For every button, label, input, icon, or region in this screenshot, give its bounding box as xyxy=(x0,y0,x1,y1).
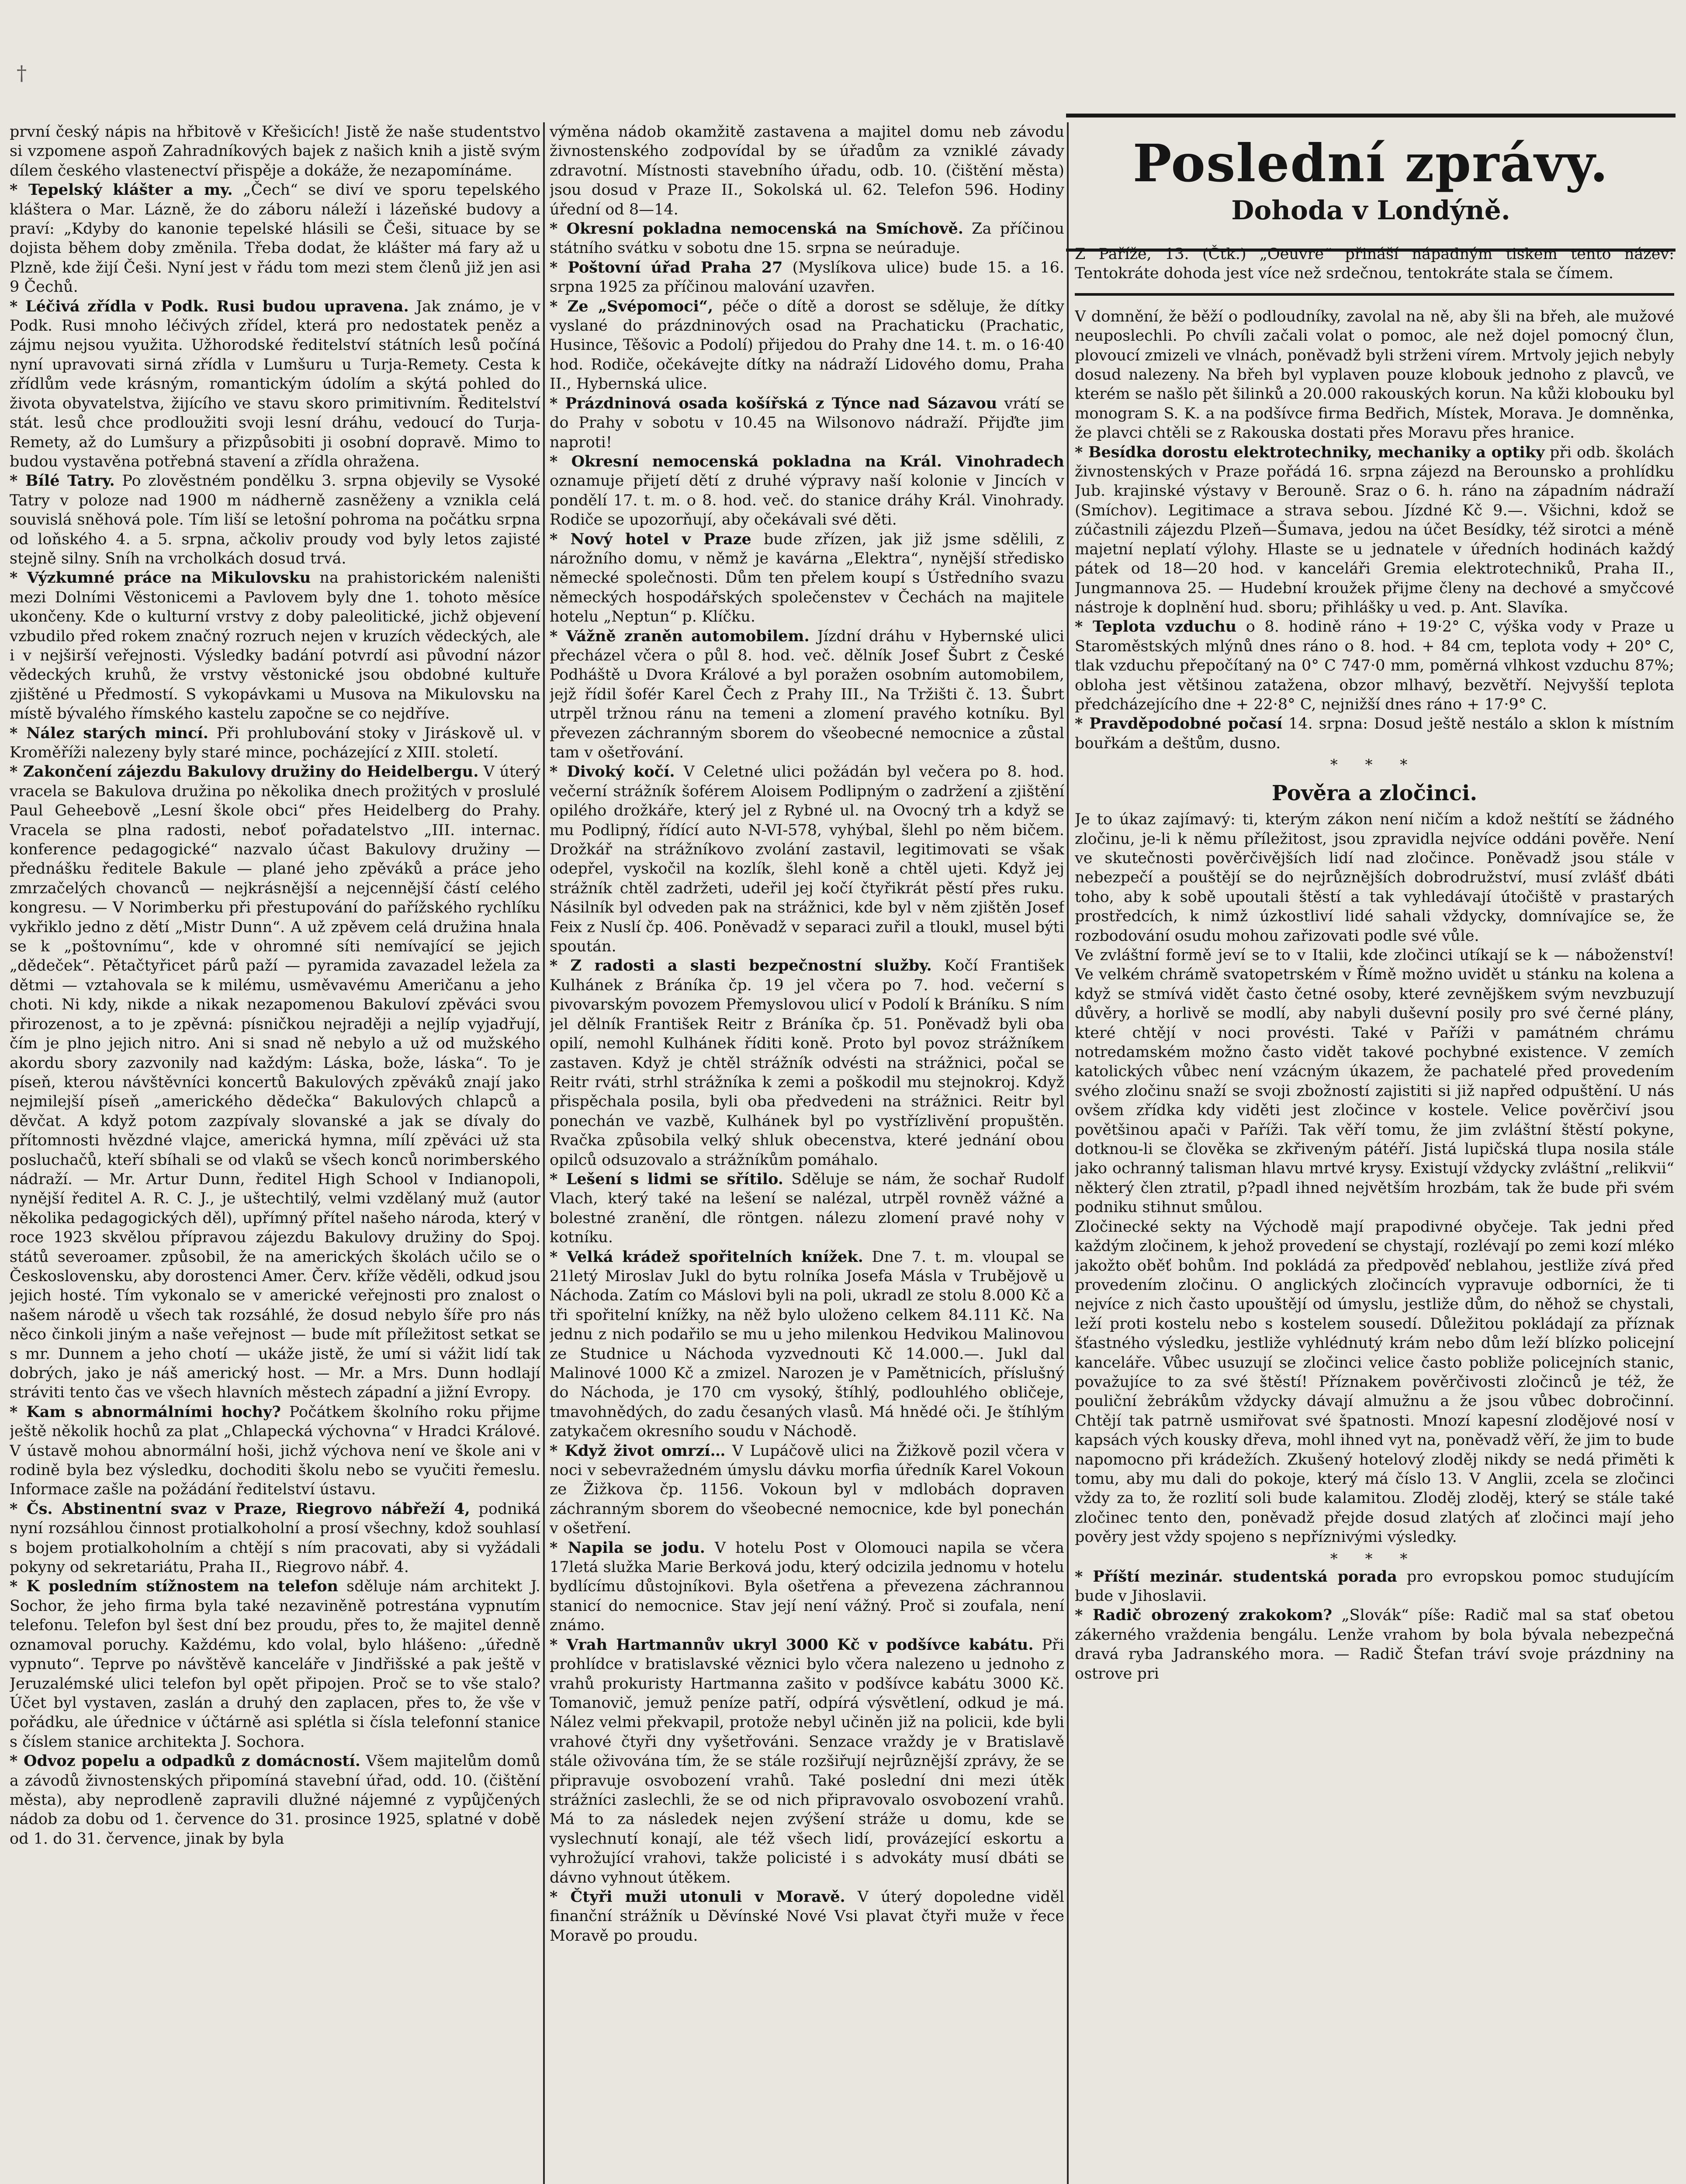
news-item xyxy=(1075,810,1674,946)
news-item-heading: * Čs. Abstinentní svaz v Praze, Riegrovo nábřeží 4, xyxy=(10,1500,470,1518)
news-item-heading: * Lešení s lidmi se sřítilo. xyxy=(550,1170,783,1188)
news-item-text: podniká nyní rozsáhlou činnost protialkoholní a prosí všechny, kdož souhlasí s bojem protialkoholním a chtějí s ním pracovati, aby si vyžádali pokyny od sekretariátu, Praha II., Riegrovo nábř. 4. xyxy=(10,1500,540,1576)
masthead-title: Poslední zprávy. xyxy=(1132,133,1609,194)
news-item xyxy=(550,1170,1064,1248)
news-item xyxy=(10,1577,540,1752)
news-item-heading: * Besídka dorostu elektrotechniky, mechaniky a optiky xyxy=(1075,443,1545,461)
news-item-heading: * Léčivá zřídla v Podk. Rusi budou upravena. xyxy=(10,297,409,315)
news-item-text: V úterý dopoledne viděl finanční strážník u Děvínské Nové Vsi plavat čtyři muže v řece Moravě po proudu. xyxy=(550,1888,1064,1945)
news-item xyxy=(550,1248,1064,1441)
news-item-heading: * Okresní pokladna nemocenská na Smíchově. xyxy=(550,220,963,238)
column-divider xyxy=(1067,122,1069,2184)
news-item-text: na prahistorickém naleništi mezi Dolními Věstonicemi a Pavlovem byly dne 1. tohoto měsíce ukončeny. Kde o kulturní vrstvy z doby paleolitické, jichž objevení vzbudilo před rokem značný rozruch nejen v kruzích vědeckých, ale i v nejširší veřejnosti. Výsledky badání potvrdí asi původní názor vědeckých kruhů, že vrstvy věstonické jsou obdobné kultuře zjištěné u Předmostí. S vykopávkami u Musova na Mikulovsku na místě bývalého římského kastelu započne se co nejdříve. xyxy=(10,569,540,723)
news-item-text: (Myslíkova ulice) bude 15. a 16. srpna 1925 za příčinou malování uzavřen. xyxy=(550,259,1064,296)
news-item xyxy=(10,471,540,568)
column-divider xyxy=(543,122,545,2184)
news-item-heading: * Zakončení zájezdu Bakulovy družiny do Heidelbergu. xyxy=(10,763,479,781)
news-item-text: V úterý vracela se Bakulova družina po několika dnech prožitých v proslulé Paul Geheebově „Lesní škole obci“ přes Heidelberg do Prahy. Vracela se plna radosti, neboť pořadatelstvo „III. internac. konference pedagogické“ nazvalo účast Bakulovy družiny — přednášku ředitele Bakule — plané jeho zpěváků a práce jeho zmrzačelých chovanců — nejkrásnější a nejcennější částí celého kongresu. — V Norimberku při přestupování do pařížského rychlíku vykřiklo jedno z dětí „Mistr Dunn“. A už zpěvem celá družina hnala se k „poštovnímu“, kde v ohromné síti nemívající se jejich „dědeček“. Pětačtyřicet párů paží — pyramida zavazadel ležela za dětmi — vztahovala se k milému, usměvavému Američanu a jeho choti. Ni kdy, nikde a nikak nezapomenou Bakuloví zpěváci svou přirozenost, a to je zpěvná: písničkou nejraději a nejlíp vyjadřují, čím je plno jejich nitro. Ani si snad ně nebylo a už od mužského akordu sbory zazvonily nad každým: Láska, bože, láska“. To je píseň, kterou návštěvníci koncertů Bakulových zpěváků znají jako nejmilejší píseň „amerického dědečka“ Bakulových chlapců a děvčat. A když potom zazpívaly slovanské a jak se dívaly do přítomnosti hvězdné vlajce, americká hymna, mílí zpěváci už sta posluchačů, kteří sbíhali se od vlaků se všech konců norimberského nádraží. — Mr. Artur Dunn, ředitel High School v Indianopoli, nynější ředitel A. R. C. J., je uštechtilý, velmi vzdělaný muž (autor několika pedagogických děl), upřímný přítel našeho národa, který v roce 1923 skvělou přípravou zájezdu Bakulovy družiny do Spoj. států severoamer. způsobil, že na amerických školách učilo se o Československu, aby dorostenci Amer. Červ. kříže věděli, odkud jsou jejich hosté. Tím vykonalo se v americké veřejnosti pro znalost o našem národě u všech tak rozsáhlé, že dosud nebylo šíře pro nás něco činkoli jiným a naše veřejnost — bude mít příležitost setkat se s mr. Dunnem a jeho chotí — ukáže jistě, že umí si vážit lidí tak dobrých, jako je náš americký host. — Mr. a Mrs. Dunn hodlají stráviti tento čas ve všech hlavních městech západní a jižní Evropy. xyxy=(10,763,540,1402)
news-item xyxy=(550,1887,1064,1946)
news-item-text: V Celetné ulici požádán byl večera po 8. hod. večerní strážník šoférem Aloisem Podlipným o zadržení a zjištění opilého drožkáře, který jel z Rybné ul. na Ovocný trh a když se mu Podlipný, řídící auto N-VI-578, vyhýbal, šlehl po něm bičem. Drožkář na strážníkovo zvolání zastavil, legitimovati se však odepřel, vyskočil na kozlík, šlehl koně a chtěl ujeti. Když jej strážník chtěl zadržeti, udeřil jej kočí čtyřikrát pěstí přes ruku. Násilník byl odveden pak na strážnici, kde byl v něm zjištěn Josef Feix z Nuslí čp. 406. Poněvadž v separaci zuřil a tloukl, musel býti spoután. xyxy=(550,763,1064,956)
news-item-text: Za příčinou státního svátku v sobotu dne 15. srpna se neúraduje. xyxy=(550,220,1064,257)
news-item-text: Jak známo, je v Podk. Rusi mnoho léčivých zřídel, která pro nedostatek peněz a zájmu nejsou využita. Užhorodské ředitelství státních lesů počíná nyní upravovati sirná zřídla v Lumšuru u Turja-Remety. Cesta k zřídlům vede krásným, romantickým údolím a skýtá pohled do života obyvatelstva, žijícího ve stavu skoro primitivním. Ředitelství stát. lesů chce prodloužiti svoji lesní dráhu, vedoucí do Turja-Remety, až do Lumšury a přizpůsobiti ji osobní dopravě. Mimo to budou vystavěna potřebná stavení a zřídla ohražena. xyxy=(10,297,540,470)
news-item-heading: * Vrah Hartmannův ukryl 3000 Kč v podšívce kabátu. xyxy=(550,1635,1034,1654)
news-item-text: bude zřízen, jak již jsme sdělili, z nárožního domu, v němž je kavárna „Elektra“, nynější středisko německé společnosti. Dům ten přelem koupí s Ústředního svazu německých hospodářských společenstev v Čechách na majitele hotelu „Neptun“ p. Klíčku. xyxy=(550,530,1064,626)
news-item xyxy=(10,297,540,472)
news-item-text: první český nápis na hřbitově v Křešicích! Jistě že naše studentstvo si vzpomene aspoň Zahradníkových bajek z našich knih a jistě svým dílem českého vlastenectví přispěje a dokáže, že nezapomínáme. xyxy=(10,123,540,180)
news-item xyxy=(10,1752,540,1849)
news-item xyxy=(550,1538,1064,1635)
news-item-heading: * Z radosti a slasti bezpečnostní služby. xyxy=(550,957,932,975)
separator-stars: * * * xyxy=(1330,1550,1419,1568)
news-item-text: Ve zvláštní formě jeví se to v Italii, kde zločinci utíkají se k — náboženství! Ve velkém chrámě svatopetrském v Římě možno uvidět u stánku na kolena a když se stmívá vidět často četné osoby, které zevnějškem svým nevzbuzují důvěry, a horlivě se modlí, aby nabyli duševní posily pro své černé plány, které chtějí v noci provésti. Také v Paříži v památném chrámu notredamském možno často vidět takové pochybné existence. V zemích katolických vůbec není vzácným úkazem, že pachatelé před provedením svého zločinu snaží se svoji zbožností zajistiti si již napřed odpuštění. U nás ovšem zřídka kdy viděti jest zločince v kostele. Velice pověrčiví jsou povětšinou apači v Paříži. Tak věří tomu, že jim zvláštní štěstí pokyne, dotknou-li se člověka se zkřiveným pátéří. Jistá lupičská tlupa nosila stále jako ochranný talisman hlavu mrtvé krysy. Existují vždycky zvláštní „relikvii“ některý člen ztratil, p?padl ihned největším hrozbám, tak že bude při svém podniku stihnut smůlou. xyxy=(1075,947,1674,1216)
news-item xyxy=(10,122,540,180)
news-item xyxy=(550,1441,1064,1538)
column-middle xyxy=(550,122,1064,2184)
news-item xyxy=(10,180,540,297)
news-item-text: oznamuje přijetí dětí z druhé výpravy naší kolonie v Jincích v pondělí 17. t. m. o 8. hod. več. do stanice dráhy Král. Vinohrady. Rodiče se upozorňují, aby očekávali své děti. xyxy=(550,472,1064,529)
news-item-text: Sděluje se nám, že sochař Rudolf Vlach, který také na lešení se nalézal, utrpěl rovněž vážné a bolestné zranění, dle röntgen. nálezu zlomení pravé nohy v kotníku. xyxy=(550,1170,1064,1247)
news-item-text: V hotelu Post v Olomouci napila se včera 17letá služka Marie Berková jodu, který odcizila jednomu v hotelu bydlícímu důstojníkovi. Byla ošetřena a převezena záchrannou stanicí do nemocnice. Stav její není vážný. Proč si zoufala, není známo. xyxy=(550,1539,1064,1635)
news-item xyxy=(1075,1567,1674,1606)
news-item xyxy=(10,1500,540,1577)
section-heading: Pověra a zločinci. xyxy=(1271,781,1478,806)
news-item xyxy=(1075,1217,1674,1547)
news-item-text: Počátkem školního roku přijme ještě několik hochů za plat „Chlapecká výchovna“ v Hradci Králové. V ústavě mohou abnormální hoši, jichž výchova není ve škole ani v rodině byla bez výsledku, dochoditi školu nebo se vyučiti řemeslu. Informace zašle na požádání ředitelství ústavu. xyxy=(10,1403,540,1499)
news-item xyxy=(550,627,1064,763)
news-item xyxy=(550,1635,1064,1887)
news-item-text: Po zlověstném pondělku 3. srpna objevily se Vysoké Tatry v poloze nad 1900 m nádherně zasněženy a vznikla celá souvislá sněhová pole. Tím liší se letošní pohroma na počátku srpna od loňského 4. a 5. srpna, ačkoliv proudy vod byly letos zajisté stejně silny. Sníh na vrcholkách dosud trvá. xyxy=(10,472,540,567)
news-item-text: Je to úkaz zajímavý: ti, kterým zákon není ničím a kdož neštítí se žádného zločinu, je-li k němu příležitost, jsou zpravidla nejvíce oddáni pověře. Není ve skutečnosti pověrčivějších lidí nad zločince. Poněvadž jsou stále v nebezpečí a pouštějí se do nejrůznějších dobrodružství, musí zvlášť dbáti toho, aby k sobě upoutali štěstí a tak vyhledávají útočiště v prastarých prostředcích, k nimž úzkostliví lidé sahali vždycky, domnívajíce se, že rozbodování osudu mohou zařizovati podle své vůle. xyxy=(1075,811,1674,945)
news-item xyxy=(1075,1606,1674,1683)
news-item-heading: * Výzkumné práce na Mikulovsku xyxy=(10,569,311,587)
news-item-text: Při prohlubování stoky v Jiráskově ul. v Kroměříži nalezeny byly staré mince, pocházející z XIII. století. xyxy=(10,724,540,761)
news-item-text: Jízdní dráhu v Hybernské ulici přecházel včera o půl 8. hod. več. dělník Josef Šubrt z České Podháště u Dvora Králové a byl poražen osobním automobilem, jejž řídil šofér Karel Čech z Prahy III., Na Tržišti č. 13. Šubrt utrpěl tržnou ránu na temeni a zlomení pravého kotníku. Byl převezen záchranným sborem do všeobecné nemocnice a zůstal tam v ošetřování. xyxy=(550,627,1064,761)
page-corner-mark: † xyxy=(17,61,27,85)
news-item xyxy=(550,297,1064,394)
news-item-text: výměna nádob okamžitě zastavena a majitel domu neb závodu živnostenského zodpovídal by se úřadům za vzniklé závady zdravotní. Místnosti stavebního úřadu, odb. 10. (čištění města) jsou dosud v Praze II., Sokolská ul. 62. Telefon 596. Hodiny úřední od 8—14. xyxy=(550,123,1064,218)
news-item xyxy=(550,219,1064,258)
news-item-heading: * Nález starých mincí. xyxy=(10,724,208,742)
news-item-text: 14. srpna: Dosud ještě nestálo a sklon k místním bouřkám a deštům, dusno. xyxy=(1075,715,1674,752)
news-item xyxy=(1075,307,1674,443)
news-item-heading: * Když život omrzí… xyxy=(550,1441,726,1460)
news-item xyxy=(10,568,540,723)
separator-stars: * * * xyxy=(1330,756,1419,774)
news-item xyxy=(10,1403,540,1500)
column-right xyxy=(1075,245,1674,2184)
masthead-subtitle: Dohoda v Londýně. xyxy=(1231,195,1510,226)
news-item-heading: * Bílé Tatry. xyxy=(10,472,115,490)
news-item-heading: * Radič obrozený zrakokom? xyxy=(1075,1606,1332,1624)
news-item-text: péče o dítě a dorost se sděluje, že dítky vyslané do prázdninových osad na Prachaticku (Prachatic, Husince, Těšovic a Podolí) přijedou do Prahy dne 14. t. m. o 16·40 hod. Rodiče, očekávejte dítky na nádraží Lidového domu, Praha II., Hybernská ulice. xyxy=(550,297,1064,393)
news-item-text: při odb. školách živnostenských v Praze pořádá 16. srpna zájezd na Berounsko a prohlídku Jub. krajinské výstavy v Berouně. Sraz o 6. h. ráno na západním nádraží (Smíchov). Legitimace a strava sebou. Jízdné Kč 9.—. Všichni, kdož se zúčastnili zájezdu Plzeň—Šumava, jedou na účet Besídky, též sirotci a méně majetní neplatí výlohy. Hlaste se u jednatele v úředních hodinách každý pátek od 18—20 hod. v kanceláři Gremia elektrotechniků, Praha II., Jungmannova 25. — Hudební kroužek přijme členy na dechové a smyčcové nástroje k doplnění hud. sboru; přihlášky u ved. p. Ant. Slavíka. xyxy=(1075,443,1674,616)
news-item-text: Z Paříže, 13. (Čtk.) „Oeuvre“ přináší nápadným tiskem tento název: Tentokráte dohoda jest více než srdečnou, tentokráte stala se čímem. xyxy=(1075,245,1674,283)
news-item-heading: * Odvoz popelu a odpadků z domácností. xyxy=(10,1752,360,1770)
news-item-heading: * Poštovní úřad Praha 27 xyxy=(550,258,783,276)
news-item xyxy=(1075,617,1674,714)
news-item xyxy=(550,122,1064,219)
news-item-heading: * Kam s abnormálními hochy? xyxy=(10,1403,281,1421)
news-item-heading: * Tepelský klášter a my. xyxy=(10,181,233,199)
news-item xyxy=(550,530,1064,627)
news-item xyxy=(550,956,1064,1169)
news-item-text: vrátí se do Prahy v sobotu v 10.45 na Wilsonovo nádraží. Přijďte jim naproti! xyxy=(550,394,1064,451)
news-item xyxy=(1075,714,1674,753)
news-item-heading: * Napila se jodu. xyxy=(550,1538,705,1557)
news-item-text: sděluje nám architekt J. Sochor, že jeho firma byla také nezaviněně potrestána vypnutím telefonu. Telefon byl šest dní bez proudu, přes to, že majitel denně oznamoval poruchy. Každému, kdo volal, bylo hlášeno: „úředně vypnuto“. Teprve po návštěvě kanceláře v Jindřišské a pak ještě v Jeruzalémské ulici telefon byl opět připojen. Proč se to vše stalo? Účet byl vystaven, zaslán a druhý den zaplacen, přes to, že vše v pořádku, ale úřednice v účtárně asi splétla si čísla telefonní stanice s číslem stanice architekta J. Sochora. xyxy=(10,1578,540,1751)
news-item xyxy=(1075,946,1674,1217)
news-item-text: Dne 7. t. m. vloupal se 21letý Miroslav Jukl do bytu rolníka Josefa Másla v Trubějově u Náchoda. Zatím co Máslovi byli na poli, ukradl ze stolu 8.000 Kč a tři spořitelní knížky, na něž bylo uloženo celkem 84.111 Kč. Na jednu z nich podařilo se mu u jeho milenkou Hedvikou Malinovou ze Studnice u Náchoda vyzvednouti Kč 14.000.—. Jukl dal Malinové 1000 Kč a zmizel. Narozen je v Pamětnicích, příslušný do Náchoda, je 170 cm vysoký, štíhlý, podlouhlého obličeje, tmavohnědých, do zadu česaných vlasů. Má hnědé oči. Je štíhlým zatykačem okresního soudu v Náchodě. xyxy=(550,1248,1064,1441)
section-rule xyxy=(1075,293,1674,296)
news-item-text: Kočí František Kulhánek z Bráníka čp. 19 jel včera po 7. hod. večerní s pivovarským povozem Přemyslovou ulicí v Podolí k Bráníku. S ním jel dělník František Reitr z Bráníka čp. 51. Poněvadž byli oba opilí, nemohl Kulhánek říditi koně. Proto byl povoz strážníkem zastaven. Když je chtěl strážník odvésti na strážnici, počal se Reitr rváti, strhl strážníka k zemi a poškodil mu stejnokroj. Když přispěchala posila, byli oba předvedeni na strážnici. Reitr byl ponechán ve vazbě, Kulhánek byl po vystřízlivění propuštěn. Rvačka způsobila velký shluk obecenstva, které jednání obou opilců odsuzovalo a strážníkům pomáhalo. xyxy=(550,957,1064,1169)
news-item-heading: * Příští mezinár. studentská porada xyxy=(1075,1567,1397,1586)
news-item xyxy=(10,762,540,1402)
news-item xyxy=(1075,443,1674,618)
news-item-text: Zločinecké sekty na Východě mají prapodivné obyčeje. Tak jedni před každým zločinem, k jehož provedení se chystají, rozlévají po zemi kozí mléko jakožto oběť bohům. Ind pokládá za předpověď neblahou, jestliže zívá před provedením zločinu. O anglických zločincích vypravuje odborníci, že ti nejvíce z nich často upouštějí od úmyslu, jestliže dům, do něhož se chystali, leží proti kostelu nebo s kostelem sousedí. Důležitou pokládají za příznak šťastného výsledku, jestliže vyhlédnutý krám nebo dům leží blízko policejní kanceláře. Vůbec usuzují se zločinci velice často pobliže policejních stanic, považujíce to za své štěstí! Příznakem pověrčivosti zločinců je též, že pouliční žebrákům vždycky dávají almužnu a že jsou vůbec dobročinní. Chtějí tak patrně usmiřovat své špatnosti. Mnozí kapesní zlodějové nosí v kapsách vých kousky dřeva, mohl ihned vyt na, poněvadž věří, že jim to bude napomocno při krádežích. Zkušený hotelový zloděj nikdy se nedá přiměti k tomu, aby mu dali do pokoje, který má číslo 13. V Anglii, zcela se zločinci vždy za to, že rozlití soli bude kalamitou. Zloděj zloděj, který se stále také zločinec tento den, poněvadž přejde dosud zlatých ať zločinci mají jeho pověry jest vždy spojeno s nepříznivými výsledky. xyxy=(1075,1218,1674,1546)
news-item-text: V Lupáčově ulici na Žižkově pozil včera v noci v sebevražedném úmyslu dávku morfia úředník Karel Vokoun ze Žižkova čp. 1156. Vokoun byl v mdlobách dopraven záchranným sborem do všeobecné nemocnice, kde byl ponechán v ošetření. xyxy=(550,1442,1064,1538)
news-item xyxy=(1075,245,1674,283)
news-item-text: „Slovák“ píše: Radič mal sa stať obetou zákerného vraždenia bengálu. Lenže vrahom by bola bývala nebezpečná dravá ryba Jadranského mora. — Radič Štefan tráví svoje prázdniny na ostrove pri xyxy=(1075,1607,1674,1683)
news-item-heading: * Nový hotel v Praze xyxy=(550,530,751,548)
news-item-text: V domnění, že běží o podloudníky, zavolal na ně, aby šli na břeh, ale mužové neuposlechli. Po chvíli začali volat o pomoc, ale než dojel pomocný člun, plovoucí zmizeli ve vlnách, poněvadž byli strženi vírem. Mrtvoly jejich nebyly dosud nalezeny. Na břeh byl vyplaven pouze klobouk jednoho z plavců, ve kterém se našlo pět šilinků a 20.000 rakouských korun. Na kůži klobouku byl monogram S. K. a na podšívce firma Bedřich, Místek, Morava. Je domněnka, že plavci chtěli se z Rakouska dostati přes Moravu přes hranice. xyxy=(1075,308,1674,442)
news-item-heading: * Divoký kočí. xyxy=(550,763,675,781)
news-item-heading: * Vážně zraněn automobilem. xyxy=(550,627,810,645)
news-item-heading: * Ze „Svépomoci“, xyxy=(550,297,713,315)
news-item-heading: * Prázdninová osada košířská z Týnce nad Sázavou xyxy=(550,394,997,412)
news-item-heading: * Pravděpodobné počasí xyxy=(1075,715,1283,733)
news-item xyxy=(550,452,1064,530)
news-item-heading: * Čtyři muži utonuli v Moravě. xyxy=(550,1887,845,1906)
news-item-heading: * K posledním stížnostem na telefon xyxy=(10,1577,339,1596)
news-item-text: Při prohlídce v bratislavské věznici bylo včera nalezeno u jednoho z vrahů prokuristy Hartmanna zašito v podšívce kabátu 3000 Kč. Tomanovič, jemuž peníze patří, odpírá výsvětlení, odkud je má. Nález velmi překvapil, protože nebyl učiněn již na policii, kde byli vrahové čtyři dny vyšetřováni. Senzace vraždy je v Bratislavě stále oživována tím, že se stále rozšiřují nejrůznější zprávy, že se připravuje osvobození vrahů. Také poslední dni mezi útěk strážníci zaslechli, že se od nich připravovalo osvobození vrahů. Má to za následek nejen zvýšení stráže u domu, kde se vyslechnutí konají, ale též všech lidí, provázející eskortu a vyhrožující vrahovi, takže policisté i s advokáty musí dbáti se dávno vyhnout útěkem. xyxy=(550,1636,1064,1887)
news-item xyxy=(550,394,1064,452)
news-item-text: Všem majitelům domů a závodů živnostenských připomíná stavební úřad, odd. 10. (čištění města), aby neprodleně zapravili dlužné nájemné z vypůjčených nádob za dobu od 1. července do 31. prosince 1925, splatné v době od 1. do 31. července, jinak by byla xyxy=(10,1752,540,1848)
news-item xyxy=(550,762,1064,956)
news-item xyxy=(10,724,540,763)
news-item-text: „Čech“ se diví ve sporu tepelského kláštera o Mar. Lázně, že do záboru náleží i lázeňské budovy a praví: „Kdyby do kanonie tepelské hlásili se Češi, situace by se dojista během doby změnila. Třeba dodat, že klášter má fary až u Plzně, kde žijí Češi. Nyní jest v řádu tom mezi stem členů již jen asi 9 Čechů. xyxy=(10,181,540,296)
news-item xyxy=(550,258,1064,297)
masthead-latest-news xyxy=(1066,114,1676,252)
news-item-heading: * Teplota vzduchu xyxy=(1075,618,1237,636)
column-left xyxy=(10,122,540,2184)
news-item-text: o 8. hodině ráno + 19·2° C, výška vody v Praze u Staroměstských mlýnů dnes ráno o 8. hod. + 84 cm, teplota vody + 20° C, tlak vzduchu přepočítaný na 0° C 747·0 mm, poměrná vlhkost vzduchu 87%; obloha jest většinou zatažena, obzor mlhavý, bezvětří. Nejvyšší teplota předcházejícího dne + 22·8° C, nejnižší dnes ráno + 17·9° C. xyxy=(1075,618,1674,713)
news-item-heading: * Velká krádež spořitelních knížek. xyxy=(550,1248,863,1266)
news-item-text: pro evropskou pomoc studujícím bude v Jihoslavii. xyxy=(1075,1568,1674,1605)
news-item-heading: * Okresní nemocenská pokladna na Král. Vinohradech xyxy=(550,452,1064,470)
